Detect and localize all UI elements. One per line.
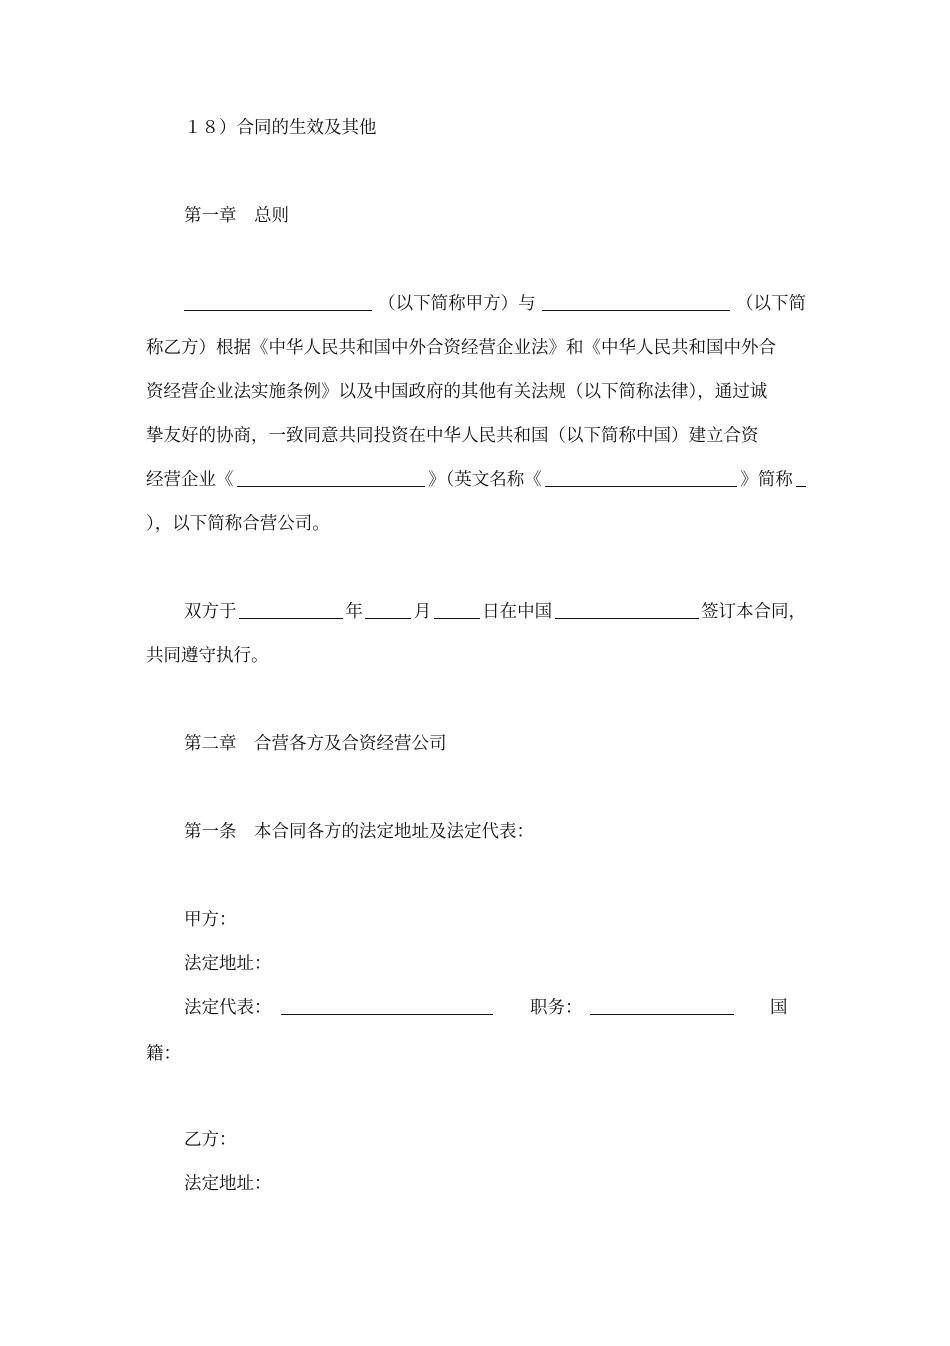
party-a-name-blank[interactable] [184,292,372,311]
article-1-title: 第一条 本合同各方的法定地址及法定代表： [184,822,534,842]
english-name-prefix: 》（英文名称《 [428,470,542,490]
signing-month-blank[interactable] [365,600,411,619]
company-abbreviation-blank[interactable] [796,468,806,487]
company-name-prefix: 经营企业《 [146,470,234,490]
signing-parties-text: 双方于 [184,602,237,622]
party-b-abbrev-text: （以下简 [735,294,806,314]
signing-date-line [184,600,806,624]
contract-parties-line-3: 资经营企业法实施条例》以及中国政府的其他有关法规（以下简称法律），通过诚 [146,382,768,402]
contract-parties-line-2: 称乙方）根据《中华人民共和国中外合资经营企业法》和《中华人民共和国中外合 [146,338,776,358]
contract-parties-line-4: 挚友好的协商，一致同意共同投资在中华人民共和国（以下简称中国）建立合资 [146,426,759,446]
month-label: 月 [413,602,432,622]
signing-place-blank[interactable] [555,600,699,619]
party-a-nationality-label-2: 籍： [146,1044,181,1064]
party-a-position-blank[interactable] [590,996,734,1015]
day-location-label: 日在中国 [482,602,553,622]
signing-year-blank[interactable] [239,600,343,619]
contract-parties-line-6: ），以下简称合营公司。 [146,514,330,534]
party-a-position-label: 职务： [530,998,583,1018]
chapter-1-title: 第一章 总则 [184,206,289,226]
party-a-representative-line [184,996,493,1020]
signing-line-2: 共同遵守执行。 [146,646,269,666]
year-label: 年 [345,602,363,622]
party-b-address-label: 法定地址： [184,1174,272,1194]
party-a-abbrev-text: （以下简称甲方）与 [378,294,536,314]
party-a-rep-blank[interactable] [281,996,493,1015]
abbreviation-prefix: 》简称 [740,470,793,490]
contract-parties-line-5 [146,468,806,492]
party-a-rep-label: 法定代表： [184,998,272,1018]
section-heading-18: １８）合同的生效及其他 [184,118,377,138]
signing-day-blank[interactable] [434,600,480,619]
party-b-name-blank[interactable] [542,292,730,311]
party-a-label: 甲方： [184,910,237,930]
party-a-nationality-label-1: 国 [770,998,788,1018]
party-a-position-line [530,996,734,1020]
party-a-address-label: 法定地址： [184,954,272,974]
signing-contract-text: 签订本合同， [701,602,806,622]
contract-parties-line-1 [184,292,806,316]
company-english-name-blank[interactable] [545,468,737,487]
chapter-2-title: 第二章 合营各方及合资经营公司 [184,734,447,754]
company-chinese-name-blank[interactable] [237,468,425,487]
party-b-label: 乙方： [184,1130,237,1150]
